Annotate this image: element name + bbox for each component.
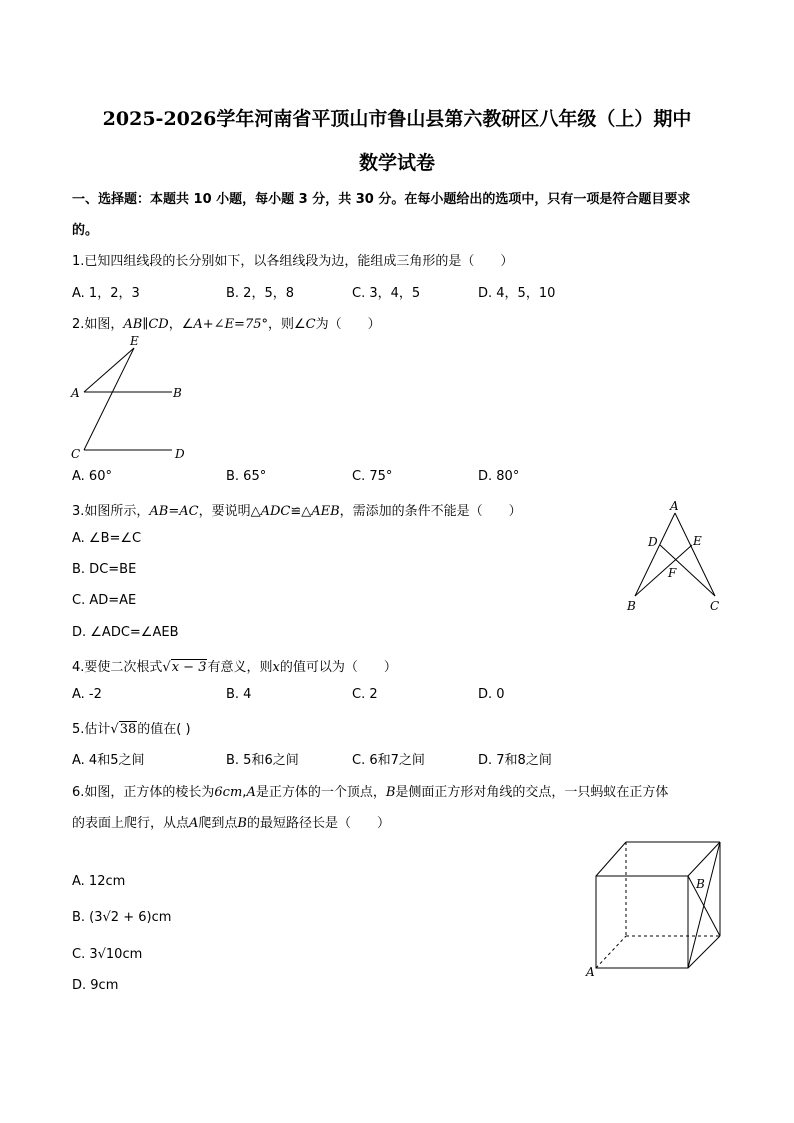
q2-label-c: C — [71, 447, 81, 461]
q2-option-b[interactable]: B. 65° — [226, 469, 267, 484]
q5-option-b[interactable]: B. 5和6之间 — [226, 753, 299, 768]
q4-option-b[interactable]: B. 4 — [226, 687, 252, 702]
title-line-1: 2025-2026学年河南省平顶山市鲁山县第六教研区八年级（上）期中 — [102, 108, 692, 130]
q3-option-a[interactable]: A. ∠B=∠C — [72, 531, 142, 546]
question-3-stem: 3.如图所示，AB=AC，要说明△ADC≌△AEB，需添加的条件不能是（ ） — [72, 504, 522, 519]
q4-radicand: x − 3 — [171, 660, 207, 675]
question-1-stem: 1.已知四组线段的长分别如下，以各组线段为边，能组成三角形的是（ ） — [72, 254, 514, 269]
q6-label-a: A — [586, 965, 595, 979]
q3-label-a: A — [670, 499, 679, 513]
q2-option-c[interactable]: C. 75° — [352, 469, 393, 484]
q4-option-a[interactable]: A. -2 — [72, 687, 102, 702]
q3-label-e: E — [693, 534, 702, 548]
q1-option-a[interactable]: A. 1，2，3 — [72, 286, 140, 301]
q3-figure — [620, 498, 730, 618]
section-heading-2: 的。 — [72, 223, 99, 238]
q3-label-d: D — [648, 535, 658, 549]
title-line-2: 数学试卷 — [358, 152, 435, 174]
q2-label-b: B — [173, 386, 182, 400]
q6-cube-figure — [580, 836, 730, 981]
q2-figure — [66, 332, 196, 464]
q2-option-a[interactable]: A. 60° — [72, 469, 112, 484]
q1-option-b[interactable]: B. 2，5，8 — [226, 286, 294, 301]
q1-option-c[interactable]: C. 3，4，5 — [352, 286, 421, 301]
q3-label-b: B — [627, 599, 636, 613]
q5-option-d[interactable]: D. 7和8之间 — [478, 753, 552, 768]
q3-label-f: F — [668, 566, 677, 580]
q3-option-c[interactable]: C. AD=AE — [72, 593, 137, 608]
question-6-stem-line-1: 6.如图，正方体的棱长为6cm,A是正方体的一个顶点，B是侧面正方形对角线的交点，一只蚂蚁在正方体 — [72, 785, 669, 800]
q3-label-c: C — [710, 599, 720, 613]
q6-option-b[interactable]: B. (3√2 + 6)cm — [72, 910, 172, 925]
q6-label-b: B — [696, 877, 705, 891]
question-5-stem: 5.估计√38的值在( ) — [72, 722, 191, 737]
q3-option-d[interactable]: D. ∠ADC=∠AEB — [72, 625, 179, 640]
q2-label-d: D — [175, 447, 185, 461]
q2-option-d[interactable]: D. 80° — [478, 469, 520, 484]
question-6-stem-line-2: 的表面上爬行，从点A爬到点B的最短路径长是（ ） — [72, 816, 390, 831]
question-2-stem: 2.如图，AB∥CD，∠A+∠E=75°，则∠C为（ ） — [72, 317, 381, 332]
q2-label-a: A — [71, 386, 80, 400]
q4-option-c[interactable]: C. 2 — [352, 687, 378, 702]
q5-radicand: 38 — [119, 722, 137, 737]
q6-option-d[interactable]: D. 9cm — [72, 978, 119, 993]
question-4-stem: 4.要使二次根式√x − 3有意义，则x的值可以为（ ） — [72, 660, 397, 675]
q2-label-e: E — [130, 334, 139, 348]
q1-option-d[interactable]: D. 4，5，10 — [478, 286, 556, 301]
q6-option-c[interactable]: C. 3√10cm — [72, 947, 143, 962]
q6-option-a[interactable]: A. 12cm — [72, 874, 126, 889]
q5-option-a[interactable]: A. 4和5之间 — [72, 753, 145, 768]
q4-option-d[interactable]: D. 0 — [478, 687, 505, 702]
q5-option-c[interactable]: C. 6和7之间 — [352, 753, 425, 768]
q3-option-b[interactable]: B. DC=BE — [72, 562, 137, 577]
section-heading-1: 一、选择题：本题共 10 小题，每小题 3 分，共 30 分。在每小题给出的选项中，只有一项是符合题目要求 — [72, 192, 691, 207]
